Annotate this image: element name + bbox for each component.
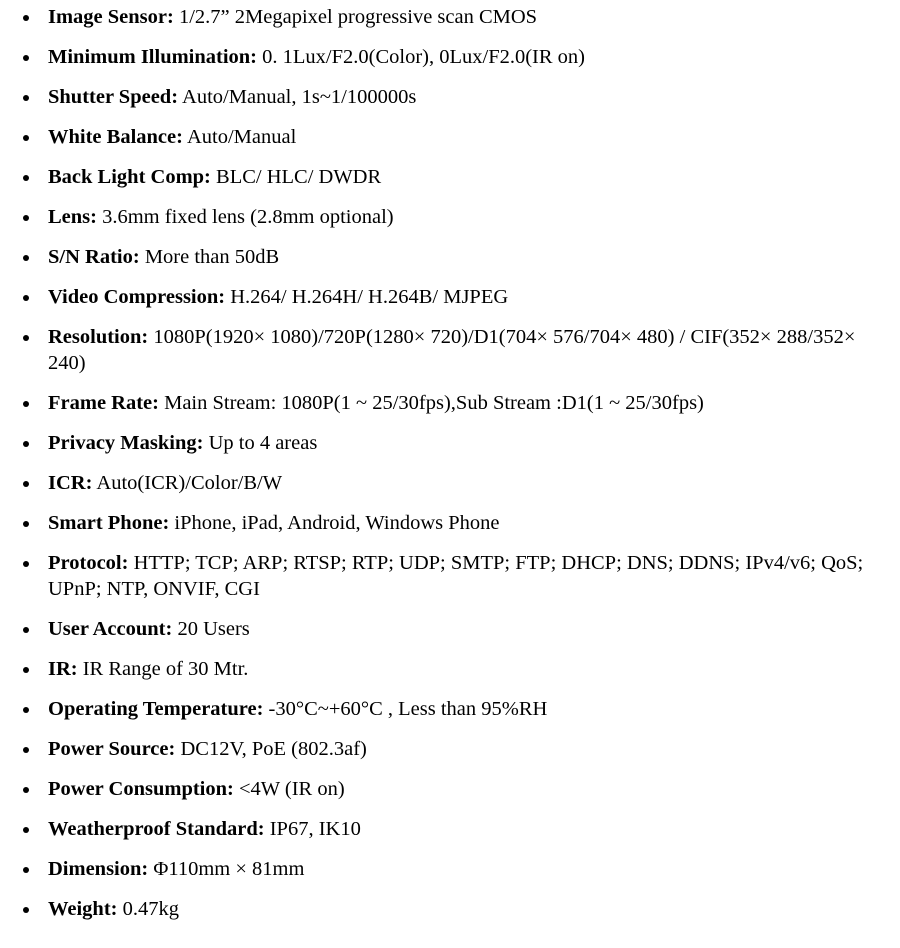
spec-item-protocol: [0, 550, 900, 602]
bullet-icon: [23, 627, 29, 633]
spec-item-weight: [0, 896, 900, 922]
bullet-icon: [23, 335, 29, 341]
spec-item-ir: [0, 656, 900, 682]
spec-label: Operating Temperature:: [48, 698, 264, 720]
spec-label: Minimum Illumination:: [48, 46, 258, 68]
spec-value: More than 50dB: [144, 246, 280, 268]
spec-item-weatherproof-standard: [0, 816, 900, 842]
spec-label: Image Sensor:: [48, 6, 174, 28]
spec-value: Φ110mm × 81mm: [153, 858, 305, 880]
spec-value: 3.6mm fixed lens (2.8mm optional): [102, 206, 394, 228]
bullet-icon: [23, 867, 29, 873]
spec-value: 0.47kg: [122, 898, 179, 920]
spec-item-minimum-illumination: [0, 44, 900, 70]
bullet-icon: [23, 667, 29, 673]
bullet-icon: [23, 521, 29, 527]
spec-value: BLC/ HLC/ DWDR: [216, 166, 382, 188]
spec-label: Smart Phone:: [48, 512, 170, 534]
spec-item-shutter-speed: [0, 84, 900, 110]
spec-label: S/N Ratio:: [48, 246, 140, 268]
spec-item-operating-temperature: [0, 696, 900, 722]
bullet-icon: [23, 481, 29, 487]
spec-value: IR Range of 30 Mtr.: [82, 658, 249, 680]
bullet-icon: [23, 707, 29, 713]
bullet-icon: [23, 215, 29, 221]
spec-label: Dimension:: [48, 858, 149, 880]
spec-value: 20 Users: [177, 618, 250, 640]
spec-item-white-balance: [0, 124, 900, 150]
spec-label: White Balance:: [48, 126, 183, 148]
spec-value: Up to 4 areas: [208, 432, 318, 454]
bullet-icon: [23, 747, 29, 753]
spec-label: Power Source:: [48, 738, 176, 760]
spec-value: Auto/Manual: [186, 126, 297, 148]
spec-label: Shutter Speed:: [48, 86, 179, 108]
spec-label: IR:: [48, 658, 78, 680]
spec-value: -30°C~+60°C , Less than 95%RH: [268, 698, 548, 720]
spec-value: 1080P(1920× 1080)/720P(1280× 720)/D1(704× 576/704× 480) / CIF(352× 288/352× 240): [48, 326, 856, 374]
spec-item-power-source: [0, 736, 900, 762]
spec-label: Weight:: [48, 898, 118, 920]
spec-value: <4W (IR on): [238, 778, 345, 800]
spec-label: Resolution:: [48, 326, 149, 348]
spec-label: Video Compression:: [48, 286, 226, 308]
spec-item-frame-rate: [0, 390, 900, 416]
bullet-icon: [23, 441, 29, 447]
spec-value: Auto/Manual, 1s~1/100000s: [182, 86, 417, 108]
bullet-icon: [23, 295, 29, 301]
spec-item-privacy-masking: [0, 430, 900, 456]
bullet-icon: [23, 561, 29, 567]
spec-value: H.264/ H.264H/ H.264B/ MJPEG: [230, 286, 509, 308]
spec-label: User Account:: [48, 618, 173, 640]
spec-item-power-consumption: [0, 776, 900, 802]
spec-item-resolution: [0, 324, 900, 376]
bullet-icon: [23, 135, 29, 141]
spec-label: ICR:: [48, 472, 93, 494]
spec-item-image-sensor: [0, 4, 900, 30]
spec-item-icr: [0, 470, 900, 496]
spec-value: HTTP; TCP; ARP; RTSP; RTP; UDP; SMTP; FTP; DHCP; DNS; DDNS; IPv4/v6; QoS; UPnP; NTP, ONVIF, CGI: [48, 552, 864, 600]
bullet-icon: [23, 55, 29, 61]
spec-value: DC12V, PoE (802.3af): [180, 738, 367, 760]
spec-value: Auto(ICR)/Color/B/W: [96, 472, 283, 494]
spec-value: Main Stream: 1080P(1 ~ 25/30fps),Sub Stream :D1(1 ~ 25/30fps): [164, 392, 704, 414]
spec-value: 1/2.7” 2Megapixel progressive scan CMOS: [178, 6, 538, 28]
bullet-icon: [23, 907, 29, 913]
bullet-icon: [23, 95, 29, 101]
bullet-icon: [23, 787, 29, 793]
spec-label: Weatherproof Standard:: [48, 818, 265, 840]
spec-item-back-light-comp: [0, 164, 900, 190]
spec-item-lens: [0, 204, 900, 230]
spec-value: iPhone, iPad, Android, Windows Phone: [174, 512, 500, 534]
spec-label: Privacy Masking:: [48, 432, 204, 454]
spec-value: IP67, IK10: [269, 818, 361, 840]
spec-label: Lens:: [48, 206, 97, 228]
spec-item-smart-phone: [0, 510, 900, 536]
bullet-icon: [23, 401, 29, 407]
spec-label: Back Light Comp:: [48, 166, 211, 188]
spec-value: 0. 1Lux/F2.0(Color), 0Lux/F2.0(IR on): [262, 46, 586, 68]
spec-label: Power Consumption:: [48, 778, 234, 800]
spec-item-dimension: [0, 856, 900, 882]
spec-item-sn-ratio: [0, 244, 900, 270]
spec-item-user-account: [0, 616, 900, 642]
bullet-icon: [23, 175, 29, 181]
spec-label: Frame Rate:: [48, 392, 159, 414]
bullet-icon: [23, 255, 29, 261]
bullet-icon: [23, 15, 29, 21]
spec-item-video-compression: [0, 284, 900, 310]
spec-label: Protocol:: [48, 552, 129, 574]
bullet-icon: [23, 827, 29, 833]
